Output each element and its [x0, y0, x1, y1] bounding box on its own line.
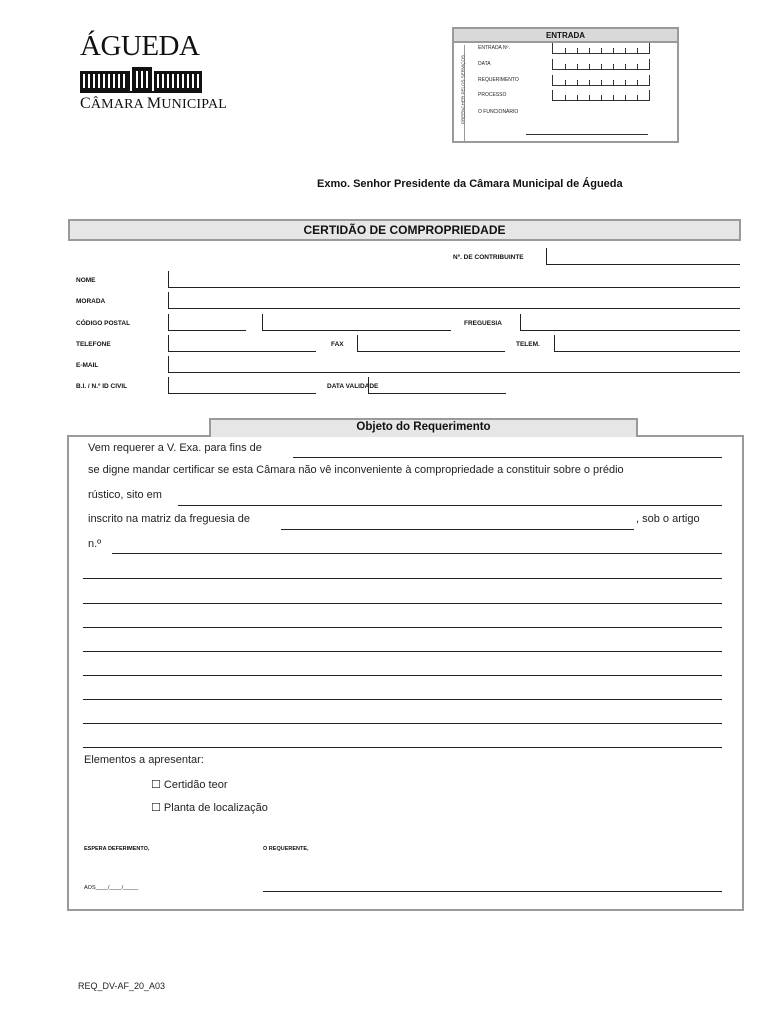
- nome-label: NOME: [76, 277, 96, 284]
- blank-line[interactable]: [83, 651, 722, 652]
- telem-label: TELEM.: [516, 341, 540, 348]
- data-validade-label: DATA VALIDADE: [327, 383, 379, 390]
- telem-field[interactable]: [554, 335, 740, 352]
- contribuinte-field[interactable]: [546, 248, 740, 265]
- entrada-title: ENTRADA: [454, 29, 677, 43]
- objeto-line-2: se digne mandar certificar se esta Câmara não vê inconveniente à compropriedade a constituir sobre o prédio: [88, 464, 624, 476]
- blank-line[interactable]: [83, 627, 722, 628]
- elementos-label: Elementos a apresentar:: [84, 754, 204, 766]
- objeto-box: [67, 435, 744, 911]
- telefone-field[interactable]: [168, 335, 316, 352]
- bi-field[interactable]: [168, 377, 316, 394]
- entrada-side-label: PREENCHER PELOS SERVIÇOS: [460, 55, 466, 124]
- entrada-processo-cells[interactable]: [552, 90, 650, 101]
- blank-line[interactable]: [83, 699, 722, 700]
- fins-line[interactable]: [293, 457, 722, 458]
- telefone-label: TELEFONE: [76, 341, 111, 348]
- entrada-row-requerimento: REQUERIMENTO: [478, 77, 519, 83]
- objeto-line-1: Vem requerer a V. Exa. para fins de: [88, 442, 262, 454]
- objeto-line-4-end: , sob o artigo: [636, 513, 700, 525]
- blank-line[interactable]: [83, 603, 722, 604]
- objeto-line-5: n.º: [88, 538, 102, 550]
- blank-line[interactable]: [83, 723, 722, 724]
- data-validade-field[interactable]: [368, 377, 506, 394]
- morada-label: MORADA: [76, 298, 106, 305]
- email-label: E-MAIL: [76, 362, 99, 369]
- bi-label: B.I. / N.º ID CIVIL: [76, 383, 128, 390]
- checkbox-certidao-teor[interactable]: ☐ Certidão teor: [151, 779, 228, 791]
- contribuinte-label: Nº. DE CONTRIBUINTE: [453, 254, 524, 261]
- artigo-line[interactable]: [112, 553, 722, 554]
- entrada-row-data: DATA: [478, 61, 491, 67]
- entrada-requerimento-cells[interactable]: [552, 75, 650, 86]
- blank-line[interactable]: [83, 747, 722, 748]
- aos-date-field[interactable]: AOS____/____/_____: [84, 885, 139, 891]
- fax-field[interactable]: [357, 335, 505, 352]
- entrada-row-funcionario: O FUNCIONÁRIO: [478, 109, 519, 115]
- blank-line[interactable]: [83, 578, 722, 579]
- objeto-line-4: inscrito na matriz da freguesia de: [88, 513, 251, 525]
- entrada-row-numero: ENTRADA Nº.: [478, 45, 510, 51]
- codigo-postal-label: CÓDIGO POSTAL: [76, 320, 131, 327]
- addressee: Exmo. Senhor Presidente da Câmara Municipal de Águeda: [317, 178, 623, 190]
- freguesia-label: FREGUESIA: [464, 320, 502, 327]
- building-logo-icon: [80, 65, 202, 93]
- codigo-postal-field[interactable]: [168, 314, 246, 331]
- morada-field[interactable]: [168, 292, 740, 309]
- sito-line[interactable]: [178, 505, 722, 506]
- form-title: CERTIDÃO DE COMPROPRIEDADE: [68, 219, 741, 241]
- requerente-label: O REQUERENTE,: [263, 846, 309, 852]
- checkbox-planta-localizacao[interactable]: ☐ Planta de localização: [151, 802, 268, 814]
- logo-subtitle: CÂMARA MUNICIPAL: [80, 95, 228, 112]
- form-code: REQ_DV-AF_20_A03: [78, 981, 166, 991]
- fax-label: FAX: [331, 341, 344, 348]
- logo-title: ÁGUEDA: [80, 30, 200, 62]
- blank-line[interactable]: [83, 675, 722, 676]
- entrada-funcionario-signature[interactable]: [526, 134, 648, 135]
- email-field[interactable]: [168, 356, 740, 373]
- localidade-field[interactable]: [262, 314, 451, 331]
- espera-deferimento-label: ESPERA DEFERIMENTO,: [84, 846, 150, 852]
- entrada-numero-cells[interactable]: [552, 43, 650, 54]
- entrada-data-cells[interactable]: [552, 59, 650, 70]
- entrada-row-processo: PROCESSO: [478, 92, 507, 98]
- freguesia-matriz-line[interactable]: [281, 529, 634, 530]
- objeto-title: Objeto do Requerimento: [209, 418, 638, 437]
- entrada-box: [452, 27, 679, 143]
- objeto-line-3: rústico, sito em: [88, 489, 162, 501]
- nome-field[interactable]: [168, 271, 740, 288]
- requerente-signature-line[interactable]: [263, 891, 722, 892]
- freguesia-field[interactable]: [520, 314, 740, 331]
